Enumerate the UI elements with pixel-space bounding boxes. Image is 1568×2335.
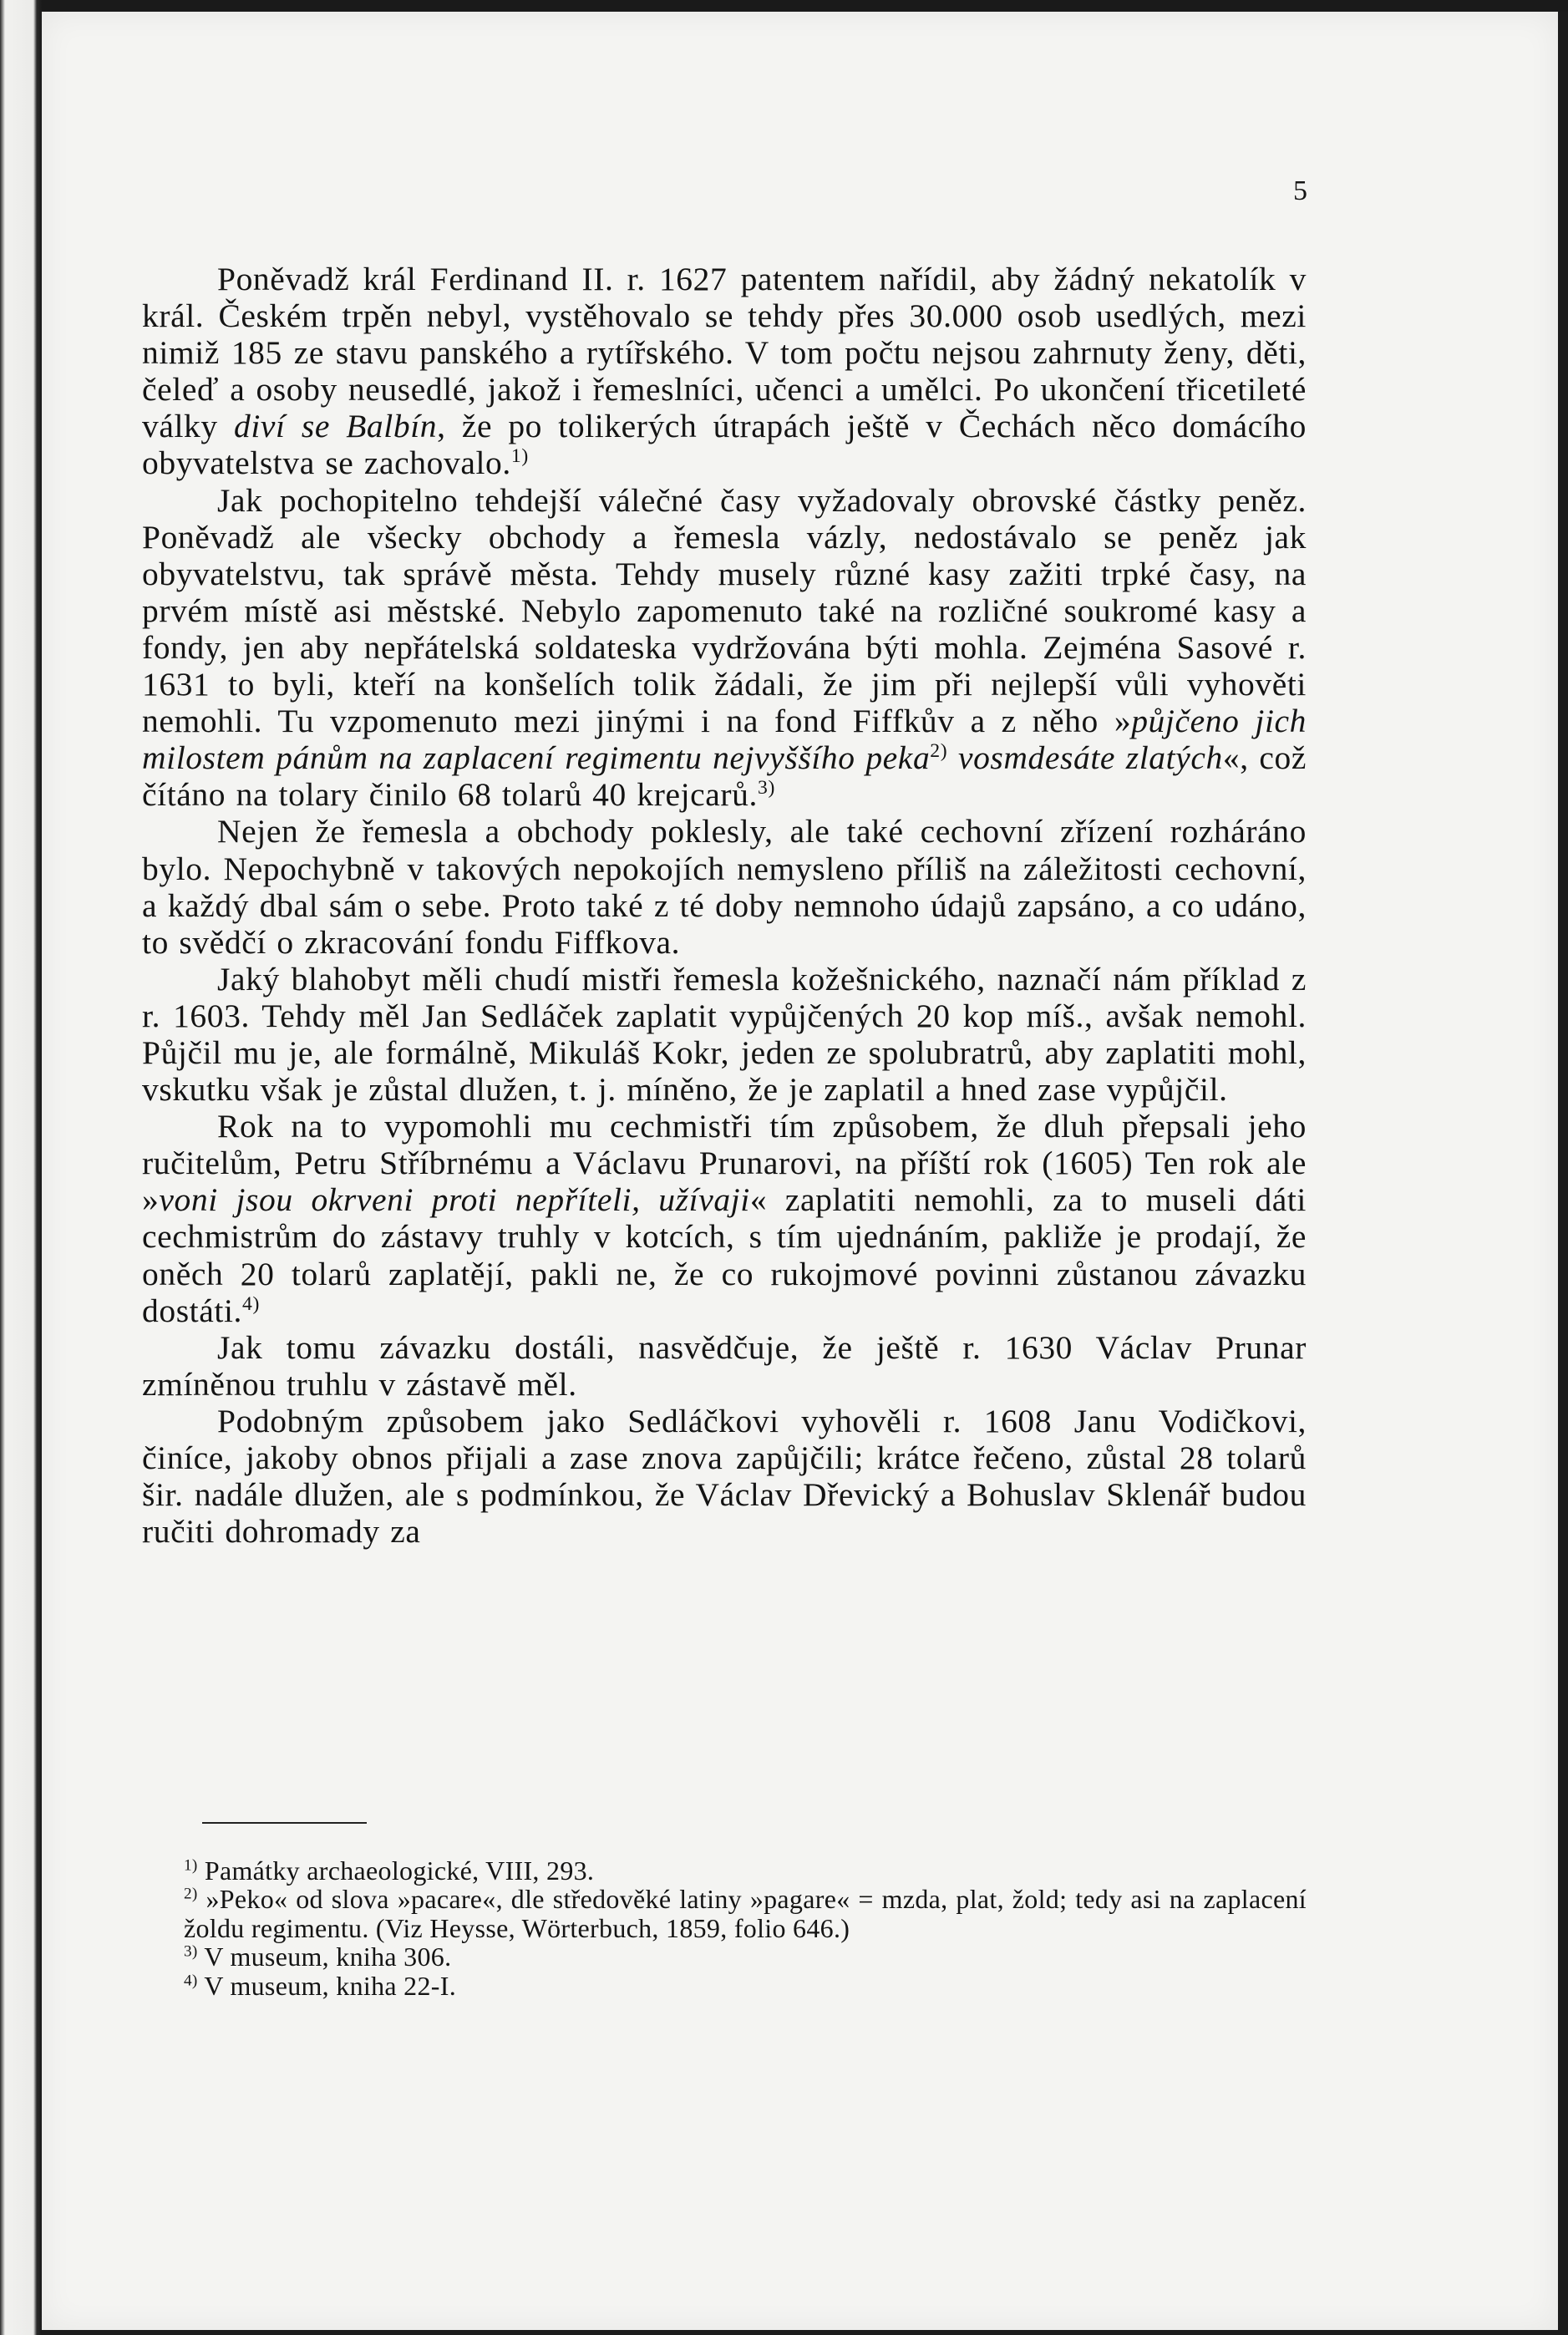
footnote-mark: 3) <box>184 1942 198 1961</box>
footnote-reference: 1) <box>510 445 529 468</box>
text-run: Podobným způsobem jako Sedláčkovi vyhověli r. 1608 Janu Vodičkovi, činíce, jakoby obnos přijali a zase znova zapůjčili; krátce řečeno, zůstal 28 tolarů šir. nadále dlužen, ale s podmínkou, že Václav Dřevický a Bohuslav Sklenář budou ručiti dohromady za <box>142 1402 1307 1551</box>
footnotes <box>184 1856 1307 2000</box>
footnote-reference: 2) <box>930 740 948 763</box>
paragraph <box>142 961 1307 1108</box>
footnote-text: V museum, kniha 306. <box>197 1942 452 1972</box>
footnote-mark: 1) <box>184 1856 198 1875</box>
footnote-separator <box>202 1822 367 1824</box>
text-run: Poněvadž král Ferdinand II. r. 1627 patentem nařídil, aby žádný nekatolík v král. Českém trpěn nebyl, vystěhovalo se tehdy přes 30.000 osob usedlých, mezi nimiž 185 ze stavu panského a rytířského. V tom počtu nejsou zahrnuty ženy, děti, čeleď a osoby neusedlé, jakož i řemeslníci, učenci a umělci. Po ukončení třicetileté války <box>142 261 1307 445</box>
italic-quote: vosmdesáte zlatých <box>957 739 1223 777</box>
footnote-reference: 3) <box>758 777 775 799</box>
text-run: Jak pochopitelno tehdejší válečné časy vyžadovaly obrovské částky peněz. Poněvadž ale všecky obchody a řemesla vázly, nedostávalo se peněz jak obyvatelstvu, tak správě města. Tehdy musely různé kasy zažiti trpké časy, na prvém místě asi městské. Nebylo zapomenuto také na rozličné soukromé kasy a fondy, jen aby nepřátelská soldateska vydržována býti mohla. Zejména Sasové r. 1631 to byli, kteří na konšelích tolik žádali, že jim při nejlepší vůli vyhověti nemohli. Tu vzpomenuto mezi jinými i na fond Fiffkův a z něho » <box>142 481 1307 740</box>
paragraph <box>142 1329 1307 1403</box>
text-run: Jak tomu závazku dostáli, nasvědčuje, že ještě r. 1630 Václav Prunar zmíněnou truhlu v zástavě měl. <box>142 1328 1307 1403</box>
paragraph <box>142 1108 1307 1329</box>
paragraph <box>142 1403 1307 1550</box>
footnote-text: »Peko« od slova »pacare«, dle středověké latiny »pagare« = mzda, plat, žold; tedy asi na zaplacení žoldu regimentu. (Viz Heysse, Wörterbuch, 1859, folio 646.) <box>184 1884 1307 1943</box>
footnote <box>184 1972 1307 2000</box>
scan-top-edge <box>0 0 1568 12</box>
text-run: Nejen že řemesla a obchody poklesly, ale také cechovní zřízení rozháráno bylo. Nepochybně v takových nepokojích nemysleno příliš na záležitosti cechovní, a každý dbal sám o sebe. Proto také z té doby nemnoho údajů zapsáno, a co udáno, to svědčí o zkracování fondu Fiffkova. <box>142 813 1307 961</box>
footnote <box>184 1885 1307 1942</box>
footnote-text: V museum, kniha 22-I. <box>197 1970 456 2001</box>
body-text <box>142 261 1307 1550</box>
footnote-reference: 4) <box>242 1292 260 1315</box>
paragraph <box>142 482 1307 814</box>
text-run: « zaplatiti nemohli, za to museli dáti cechmistrům do zástavy truhly v kotcích, s tím ujednáním, pakliže je prodají, že oněch 20 tolarů zaplatějí, pakli ne, že co rukojmové povinni zůstanou závazku dostáti. <box>142 1181 1307 1329</box>
paragraph <box>142 813 1307 960</box>
scan-left-edge <box>0 0 42 2335</box>
text-run: Jaký blahobyt měli chudí mistři řemesla kožešnického, naznačí nám příklad z r. 1603. Tehdy měl Jan Sedláček zaplatit vypůjčených 20 kop míš., avšak nemohl. Půjčil mu je, ale formálně, Mikuláš Kokr, jeden ze spolubratrů, aby zaplatiti mohl, vskutku však je zůstal dlužen, t. j. míněno, že je zaplatil a hned zase vypůjčil. <box>142 960 1307 1109</box>
italic-quote: půjčeno jich milostem pánům na zaplacení regimentu nejvyššího peka <box>142 703 1307 777</box>
footnote-mark: 4) <box>184 1971 198 1989</box>
italic-quote: diví se Balbín <box>234 408 438 445</box>
footnote <box>184 1856 1307 1885</box>
footnote <box>184 1942 1307 1971</box>
page-number: 5 <box>1293 175 1307 206</box>
text-run: Rok na to vypomohli mu cechmistři tím způsobem, že dluh přepsali jeho ručitelům, Petru Stříbrnému a Václavu Prunarovi, na příští rok (1605) Ten rok ale » <box>142 1108 1307 1219</box>
italic-quote: voni jsou okrveni proti nepříteli, užívaji <box>159 1181 750 1219</box>
paragraph <box>142 261 1307 482</box>
footnote-text: Památky archaeologické, VIII, 293. <box>197 1855 595 1886</box>
text-run: , že po tolikerých útrapách ještě v Čechách něco domácího obyvatelstva se zachovalo. <box>142 408 1307 482</box>
text-run <box>947 739 958 776</box>
footnote-mark: 2) <box>184 1885 198 1903</box>
text-run: «, což čítáno na tolary činilo 68 tolarů 40 krejcarů. <box>142 739 1307 814</box>
